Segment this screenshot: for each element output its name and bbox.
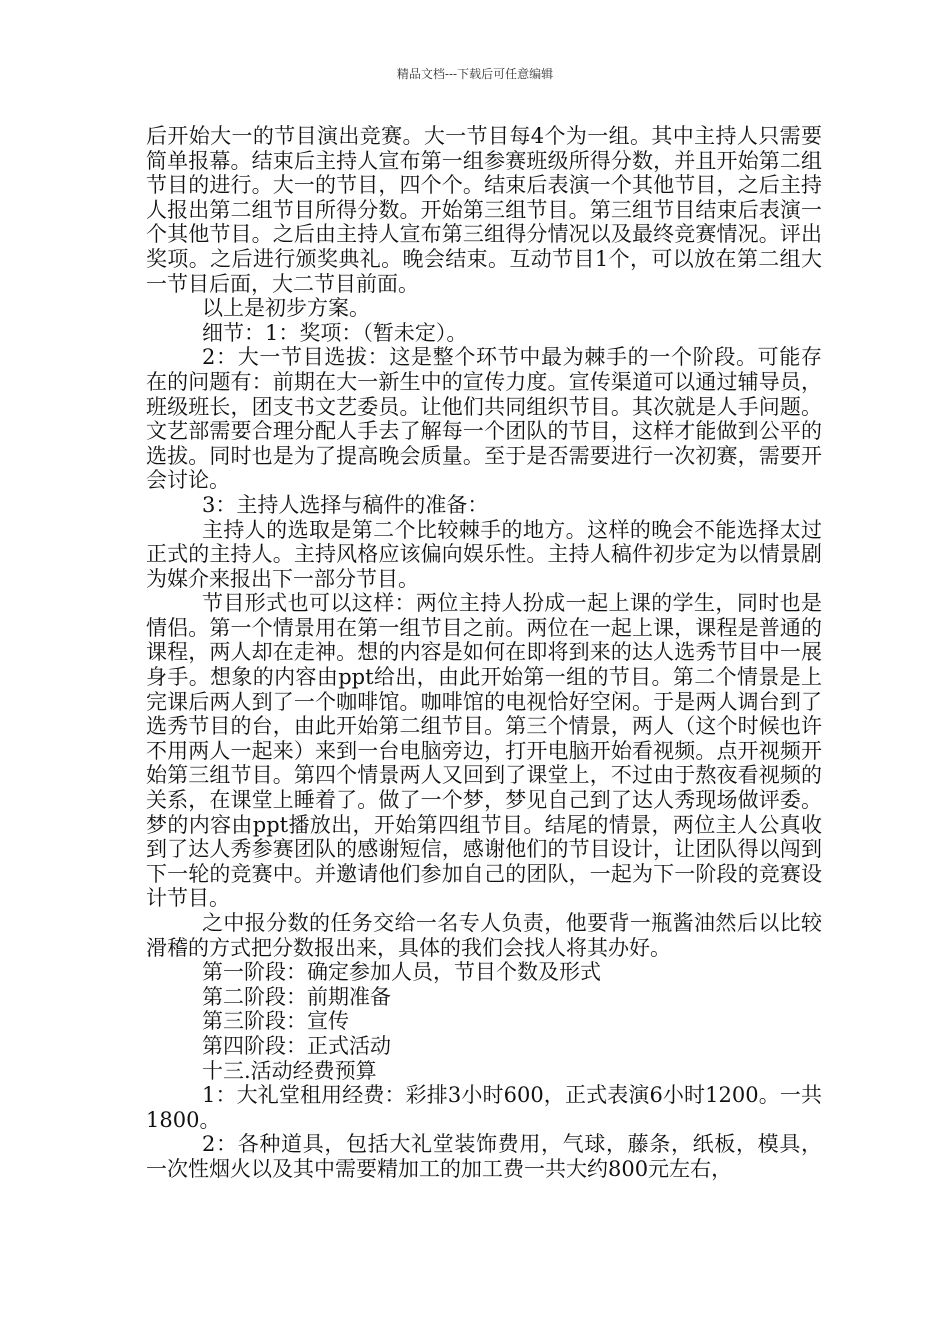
paragraph: 主持人的选取是第二个比较棘手的地方。这样的晚会不能选择太过正式的主持人。主持风格应该偏向娱乐性。主持人稿件初步定为以情景剧为媒介来报出下一部分节目。 [146, 517, 822, 591]
paragraph: 节目形式也可以这样：两位主持人扮成一起上课的学生，同时也是情侣。第一个情景用在第一组节目之前。两位在一起上课，课程是普通的课程，两人却在走神。想的内容是如何在即将到来的达人选秀节目中一展身手。想象的内容由ppt给出，由此开始第一组的节目。第二个情景是上完课后两人到了一个咖啡馆。咖啡馆的电视恰好空闲。于是两人调台到了选秀节目的台，由此开始第二组节目。第三个情景，两人（这个时候也许不用两人一起来）来到一台电脑旁边，打开电脑开始看视频。点开视频开始第三组节目。第四个情景两人又回到了课堂上，不过由于熬夜看视频的关系，在课堂上睡着了。做了一个梦，梦见自己到了达人秀现场做评委。梦的内容由ppt播放出，开始第四组节目。结尾的情景，两位主人公真收到了达人秀参赛团队的感谢短信，感谢他们的节目设计，让团队得以闯到下一轮的竞赛中。并邀请他们参加自己的团队，一起为下一阶段的竞赛设计节目。 [146, 591, 822, 911]
page-header: 精品文档---下载后可任意编辑 [396, 67, 554, 81]
section-heading: 十三.活动经费预算 [202, 1058, 377, 1083]
paragraph: 细节：1：奖项：（暂未定）。 [202, 320, 468, 345]
paragraph: 第二阶段：前期准备 [202, 984, 391, 1009]
paragraph: 之中报分数的任务交给一名专人负责，他要背一瓶酱油然后以比较滑稽的方式把分数报出来，具体的我们会找人将其办好。 [146, 911, 822, 960]
document-body [146, 124, 822, 1182]
paragraph: 1：大礼堂租用经费：彩排3小时600，正式表演6小时1200。一共1800。 [146, 1083, 822, 1132]
paragraph: 2：大一节目选拔：这是整个环节中最为棘手的一个阶段。可能存在的问题有：前期在大一新生中的宣传力度。宣传渠道可以通过辅导员，班级班长，团支书文艺委员。让他们共同组织节目。其次就是人手问题。文艺部需要合理分配人手去了解每一个团队的节目，这样才能做到公平的选拔。同时也是为了提高晚会质量。至于是否需要进行一次初赛，需要开会讨论。 [146, 345, 822, 493]
paragraph: 第四阶段：正式活动 [202, 1033, 391, 1058]
paragraph: 第一阶段：确定参加人员，节目个数及形式 [202, 960, 601, 985]
paragraph: 3：主持人选择与稿件的准备： [202, 492, 489, 517]
paragraph: 后开始大一的节目演出竞赛。大一节目每4个为一组。其中主持人只需要简单报幕。结束后主持人宣布第一组参赛班级所得分数，并且开始第二组节目的进行。大一的节目，四个个。结束后表演一个其他节目，之后主持人报出第二组节目所得分数。开始第三组节目。第三组节目结束后表演一个其他节目。之后由主持人宣布第三组得分情况以及最终竞赛情况。评出奖项。之后进行颁奖典礼。晚会结束。互动节目1个，可以放在第二组大一节目后面，大二节目前面。 [146, 124, 822, 296]
paragraph: 以上是初步方案。 [202, 296, 370, 321]
paragraph: 第三阶段：宣传 [202, 1009, 349, 1034]
paragraph: 2：各种道具，包括大礼堂装饰费用，气球，藤条，纸板，模具，一次性烟火以及其中需要精加工的加工费一共大约800元左右， [146, 1132, 822, 1181]
